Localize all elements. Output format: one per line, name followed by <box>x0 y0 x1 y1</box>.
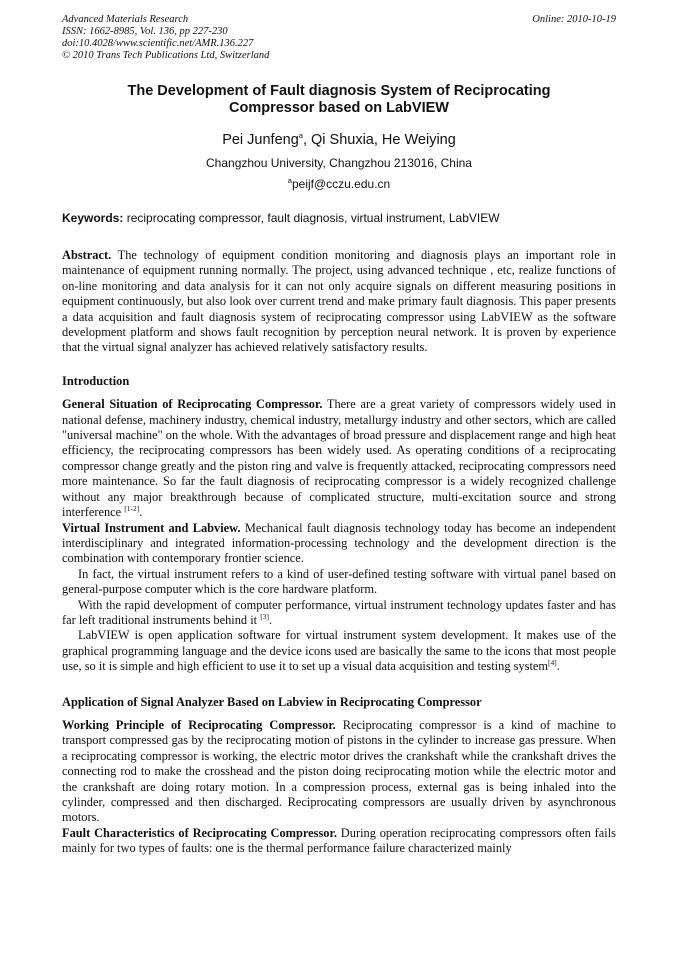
intro-p2-label: Virtual Instrument and Labview. <box>62 520 241 535</box>
author-first: Pei Junfeng <box>222 132 299 148</box>
intro-paragraph-3: In fact, the virtual instrument refers to a kind of user-defined testing software with virtual panel based on general-purpose computer which is the core hardware platform. <box>62 566 616 597</box>
email-address: peijf@cczu.edu.cn <box>291 177 391 191</box>
keywords-label: Keywords: <box>62 211 124 225</box>
app-p1-text: Reciprocating compressor is a kind of machine to transport compressed gas by the reciprocating motion of pistons in the cylinder to increase gas pressure. When a reciprocating compressor is working, the electric motor drives the crankshaft while the crankshaft drives the connecting rod to make the crosshead and the piston doing reciprocating motion while the electric motor and the crankshaft are doing rotary motion. In a compression process, external gas is being inhaled into the cylinder, compressed and then discharged. Reciprocating compressors are usually driven by asynchronous motors. <box>62 717 616 825</box>
keywords <box>62 211 616 226</box>
doi-line: doi:10.4028/www.scientific.net/AMR.136.227 <box>62 38 254 49</box>
intro-p1-text: There are a great variety of compressors widely used in national defense, machinery industry, chemical industry, metallurgy industry and other sectors, which are called "universal machine" on the whole. With the advantages of broad pressure and displacement range and high heat efficiency, the reciprocating compressors has been widely used. As operating conditions of a reciprocating compressor change greatly and the piston ring and valve is frequently attacked, reciprocating compressors need more maintenance. So far the fault diagnosis of reciprocating compressor is a widely recognized challenge without any major breakthrough because of complicated structure, multi-excitation source and strong interference <box>62 397 616 520</box>
abstract-label: Abstract. <box>62 248 112 262</box>
intro-paragraph-4 <box>62 598 616 629</box>
abstract <box>62 248 616 356</box>
online-date: Online: 2010-10-19 <box>532 14 616 25</box>
title-line-1: The Development of Fault diagnosis System of Reciprocating <box>127 83 551 99</box>
intro-p1-end: . <box>139 505 143 520</box>
app-p2-text: During operation reciprocating compressors often fails mainly for two types of faults: one is the thermal performance failure characterized mainly <box>62 825 616 856</box>
keywords-text: reciprocating compressor, fault diagnosis, virtual instrument, LabVIEW <box>126 211 500 225</box>
application-heading: Application of Signal Analyzer Based on Labview in Reciprocating Compressor <box>62 694 482 709</box>
intro-p4-end: . <box>268 612 273 627</box>
intro-paragraph-2 <box>62 521 616 567</box>
title-line-2: Compressor based on LabVIEW <box>229 100 449 116</box>
intro-paragraph-1 <box>62 397 616 520</box>
intro-p5-end: . <box>556 659 560 674</box>
intro-p1-label: General Situation of Reciprocating Compressor. <box>62 397 323 412</box>
author-rest: , Qi Shuxia, He Weiying <box>302 132 456 148</box>
intro-p5-text: LabVIEW is open application software for virtual instrument system development. It makes use of the graphical programming language and the device icons used are basically the same to the icons that most people use, so it is simple and high efficient to use it to set up a visual data acquisition and testing system <box>62 628 616 674</box>
app-p2-label: Fault Characteristics of Reciprocating Compressor. <box>62 825 337 840</box>
intro-paragraph-5 <box>62 628 616 674</box>
intro-p5-ref: [4] <box>548 658 557 668</box>
application-paragraph-1 <box>62 718 616 826</box>
email-sup: a <box>287 176 292 185</box>
journal-name: Advanced Materials Research <box>62 14 189 25</box>
paper-title <box>62 83 616 117</box>
author-list <box>62 131 616 149</box>
intro-heading: Introduction <box>62 373 130 388</box>
journal-header <box>62 14 616 62</box>
application-paragraph-2 <box>62 826 616 857</box>
issn-line: ISSN: 1662-8985, Vol. 136, pp 227-230 <box>62 26 228 37</box>
author-first-sup: a <box>298 131 303 141</box>
affiliation: Changzhou University, Changzhou 213016, China <box>206 156 472 170</box>
author-email <box>62 177 616 192</box>
copyright-line: © 2010 Trans Tech Publications Ltd, Switzerland <box>62 50 270 61</box>
intro-p4-text: With the rapid development of computer performance, virtual instrument technology updates faster and has far left traditional instruments behind it <box>62 597 616 627</box>
paper-body <box>62 248 616 857</box>
app-p1-label: Working Principle of Reciprocating Compressor. <box>62 717 336 732</box>
abstract-text: The technology of equipment condition monitoring and diagnosis plays an important role in maintenance of equipment running normally. The project, using advanced technique , etc, realize functions of on-line monitoring and data analysis for it can not only acquire signals on different measuring positions in equipment continuously, but also look over current trend and make primary fault diagnosis. This paper presents a data acquisition and fault diagnosis system of reciprocating compressor using LabVIEW as the software development platform and shows fault recognition by perception neural network. It is proven by experience that the virtual signal analyzer has achieved relatively satisfactory results. <box>62 248 616 355</box>
intro-p1-ref: [1-2] <box>124 503 140 513</box>
intro-p2-text: Mechanical fault diagnosis technology today has become an independent interdisciplinary and integrated information-processing technology and the development direction is the combination with contemporary frontier science. <box>62 520 616 566</box>
intro-p4-ref: [3] <box>260 611 269 621</box>
